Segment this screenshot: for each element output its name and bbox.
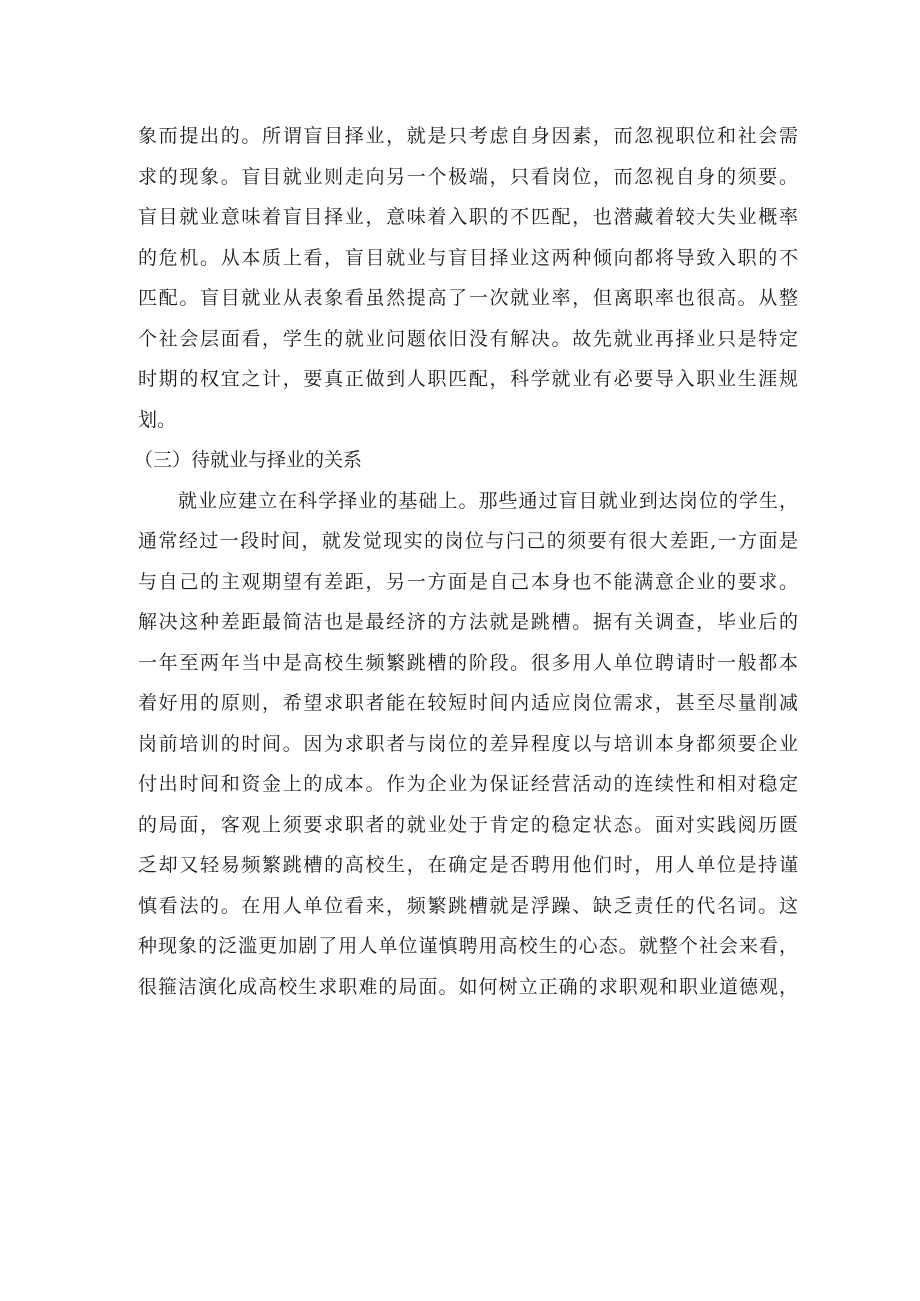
text-line: 时期的权宜之计，要真正做到人职匹配，科学就业有必要导入职业生涯规 (138, 368, 798, 390)
text-line: 着好用的原则，希望求职者能在较短时间内适应岗位需求，甚至尽量削减 (138, 692, 798, 714)
text-line: 付出时间和资金上的成本。作为企业为保证经营活动的连续性和相对稳定 (138, 773, 798, 795)
text-line: 与自己的主观期望有差距，另一方面是自己本身也不能满意企业的要求。 (138, 570, 798, 593)
text-line: 一年至两年当中是高校生频繁跳槽的阶段。很多用人单位聘请时一般都本 (138, 651, 798, 674)
text-line: 的危机。从本质上看，盲目就业与盲目择业这两种倾向都将导致入职的不 (138, 246, 798, 269)
text-line: 岗前培训的时间。因为求职者与岗位的差异程度以与培训本身都须要企业 (138, 732, 798, 755)
text-line: 通常经过一段时间，就发觉现实的岗位与闩己的须要有很大差距,一方面是 (138, 530, 798, 552)
text-line: 解决这种差距最简洁也是最经济的方法就是跳槽。据有关调查，毕业后的 (138, 611, 798, 633)
text-line: 象而提出的。所谓盲目择业，就是只考虑自身因素，而忽视职位和社会需 (138, 125, 798, 147)
section-heading: （三）待就业与择业的关系 (134, 449, 363, 471)
text-line: 就业应建立在科学择业的基础上。那些通过盲目就业到达岗位的学生， (178, 489, 798, 512)
text-line: 求的现象。盲目就业则走向另一个极端，只看岗位，而忽视自身的须要。 (138, 165, 798, 188)
text-line: 盲目就业意味着盲目择业，意味着入职的不匹配，也潜藏着较大失业概率 (138, 206, 798, 228)
text-line: 乏却又轻易频繁跳槽的高校生，在确定是否聘用他们时，用人单位是持谨 (138, 854, 798, 876)
text-line: 匹配。盲目就业从表象看虽然提高了一次就业率，但离职率也很高。从整 (138, 287, 798, 309)
text-line: 个社会层面看，学生的就业问题依旧没有解决。故先就业再择业只是特定 (138, 327, 798, 350)
text-line: 慎看法的。在用人单位看来，频繁跳槽就是浮躁、缺乏责任的代名词。这 (138, 894, 798, 917)
text-line: 很箍洁演化成高校生求职难的局面。如何树立正确的求职观和职业道德观， (138, 975, 798, 998)
body-text (134, 116, 798, 1007)
text-line: 种现象的泛滥更加剧了用人单位谨慎聘用高校生的心态。就整个社会来看， (138, 935, 798, 957)
text-line: 的局面，客观上须要求职者的就业处于肯定的稳定状态。面对实践阅历匮 (138, 813, 798, 836)
text-line: 划。 (138, 408, 177, 431)
